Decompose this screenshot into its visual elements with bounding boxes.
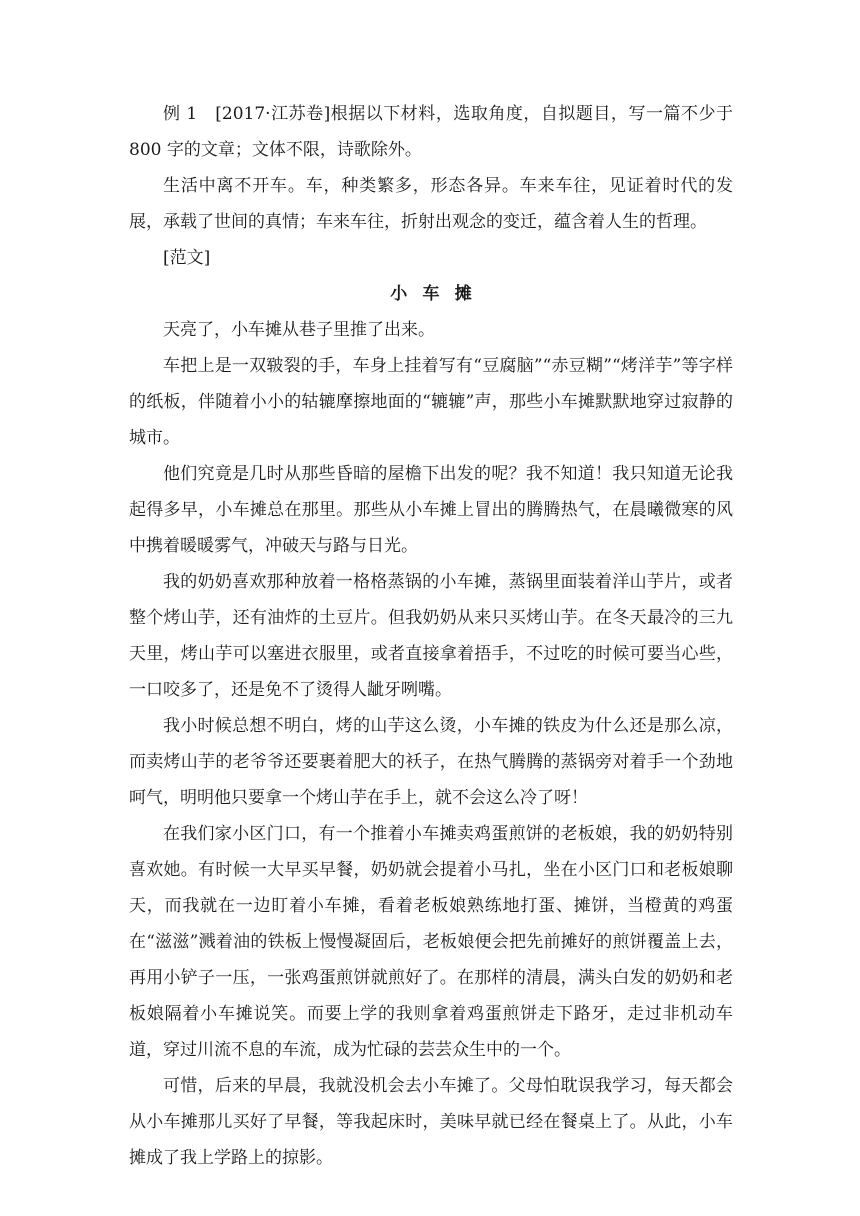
essay-paragraph: 天亮了，小车摊从巷子里推了出来。 (163, 320, 435, 340)
document-page (129, 96, 733, 1176)
example-prompt: 例 1 [2017·江苏卷]根据以下材料，选取角度，自拟题目，写一篇不少于 800 字的文章；文体不限，诗歌除外。 (129, 104, 733, 160)
example-material: 生活中离不开车。车，种类繁多，形态各异。车来车往，见证着时代的发展，承载了世间的真情；车来车往，折射出观念的变迁，蕴含着人生的哲理。 (129, 176, 733, 232)
essay-paragraph: 在我们家小区门口，有一个推着小车摊卖鸡蛋煎饼的老板娘，我的奶奶特别喜欢她。有时候一大早买早餐，奶奶就会提着小马扎，坐在小区门口和老板娘聊天，而我就在一边盯着小车摊，看着老板娘熟练地打蛋、摊饼，当橙黄的鸡蛋在“滋滋”溅着油的铁板上慢慢凝固后，老板娘便会把先前摊好的煎饼覆盖上去，再用小铲子一压，一张鸡蛋煎饼就煎好了。在那样的清晨，满头白发的奶奶和老板娘隔着小车摊说笑。而要上学的我则拿着鸡蛋煎饼走下路牙，走过非机动车道，穿过川流不息的车流，成为忙碌的芸芸众生中的一个。 (129, 824, 733, 1060)
essay-paragraph: 他们究竟是几时从那些昏暗的屋檐下出发的呢？我不知道！我只知道无论我起得多早，小车摊总在那里。那些从小车摊上冒出的腾腾热气，在晨曦微寒的风中携着暖暖雾气，冲破天与路与日光。 (129, 464, 733, 556)
essay-paragraph: 我小时候总想不明白，烤的山芋这么烫，小车摊的铁皮为什么还是那么凉，而卖烤山芋的老爷爷还要裹着肥大的袄子，在热气腾腾的蒸锅旁对着手一个劲地呵气，明明他只要拿一个烤山芋在手上，就不会这么冷了呀！ (129, 716, 733, 808)
sample-essay-label: [范文] (163, 248, 211, 268)
essay-paragraph: 车把上是一双皲裂的手，车身上挂着写有“豆腐脑”“赤豆糊”“烤洋芋”等字样的纸板，伴随着小小的轱辘摩擦地面的“辘辘”声，那些小车摊默默地穿过寂静的城市。 (129, 356, 733, 448)
essay-title: 小车摊 (390, 284, 488, 304)
essay-paragraph: 可惜，后来的早晨，我就没机会去小车摊了。父母怕耽误我学习，每天都会从小车摊那儿买好了早餐，等我起床时，美味早就已经在餐桌上了。从此，小车摊成了我上学路上的掠影。 (129, 1076, 733, 1168)
essay-paragraph: 我的奶奶喜欢那种放着一格格蒸锅的小车摊，蒸锅里面装着洋山芋片，或者整个烤山芋，还有油炸的土豆片。但我奶奶从来只买烤山芋。在冬天最冷的三九天里，烤山芋可以塞进衣服里，或者直接拿着捂手，不过吃的时候可要当心些，一口咬多了，还是免不了烫得人龇牙咧嘴。 (129, 572, 733, 700)
